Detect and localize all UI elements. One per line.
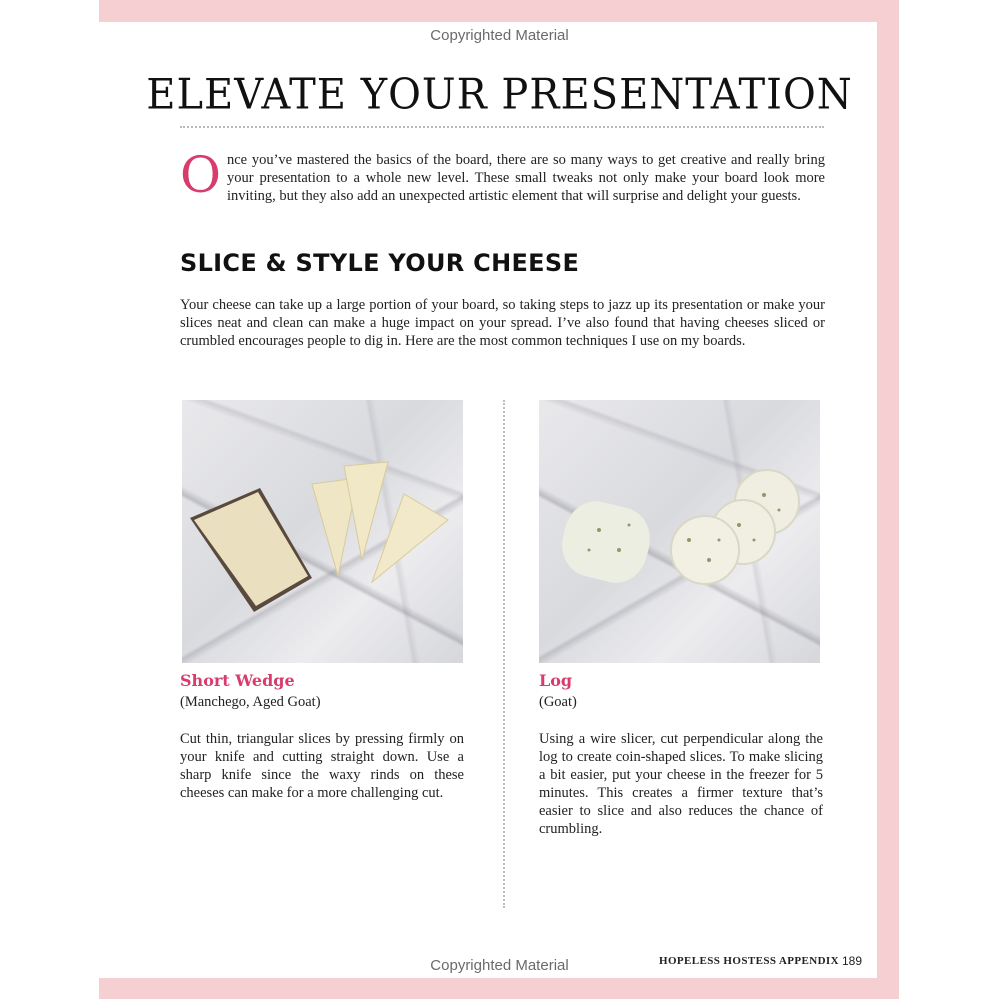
log-illustration [539,400,820,663]
technique-body: Cut thin, triangular slices by pressing firmly on your knife and cutting straight down. Use a sharp knife since the waxy rinds on these cheeses can make for a more challenging cut. [180,731,464,801]
wedge-slice [372,494,448,582]
section-body: Your cheese can take up a large portion of your board, so taking steps to jazz up its presentation or make your slices neat and clean can make a huge impact on your spread. I’ve also found that having cheeses sliced or crumbled encourages people to dig in. Here are the most common techniques I use on my boards. [180,297,825,349]
technique-title: Short Wedge [180,671,295,690]
section-heading: SLICE & STYLE YOUR CHEESE [180,249,580,277]
page-title: ELEVATE YOUR PRESENTATION [146,70,853,120]
footer-running-title: HOPELESS HOSTESS APPENDIX [659,955,839,967]
intro-text: nce you’ve mastered the basics of the board, there are so many ways to get creative and really bring your presentation to a whole new level. These small tweaks not only make your board look more inviting, but they also add an unexpected artistic element that will surprise and delight your guests. [227,152,825,204]
log-coin-slice [671,516,739,584]
watermark-bottom: Copyrighted Material [430,957,569,974]
title-divider [180,126,824,128]
page-number: 189 [842,954,863,968]
intro-paragraph [180,146,825,205]
log-photo [539,400,820,663]
goat-log [555,495,657,590]
technique-subtitle: (Goat) [539,694,577,710]
drop-cap: O [180,146,221,204]
watermark-top: Copyrighted Material [430,27,569,44]
short-wedge-photo [182,400,463,663]
short-wedge-illustration [182,400,463,663]
technique-subtitle: (Manchego, Aged Goat) [180,694,321,710]
technique-title: Log [539,671,573,690]
technique-body: Using a wire slicer, cut perpendicular along the log to create coin-shaped slices. To make slicing a bit easier, put your cheese in the freezer for 5 minutes. This creates a firmer texture that’s easier to slice and also reduces the chance of crumbling. [539,731,823,837]
column-divider [503,400,505,908]
